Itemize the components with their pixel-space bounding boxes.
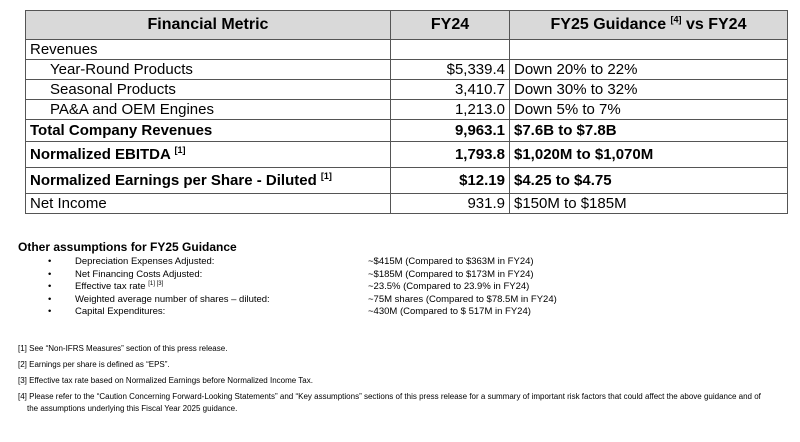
table-row — [26, 120, 788, 142]
assumption-label: Depreciation Expenses Adjusted: — [75, 256, 215, 267]
guidance-cell: Down 30% to 32% — [510, 80, 788, 100]
bullet-icon: • — [48, 281, 52, 292]
footnote: [2] Earnings per share is defined as “EPS”. — [18, 360, 170, 369]
table-row — [26, 100, 788, 120]
assumption-value: ~$185M (Compared to $173M in FY24) — [368, 268, 534, 280]
assumption-label: Net Financing Costs Adjusted: — [75, 268, 203, 280]
assumption-item — [18, 256, 788, 269]
financial-guidance-table — [25, 10, 788, 214]
assumption-item — [18, 281, 788, 294]
assumptions-section — [18, 240, 788, 319]
guidance-cell: Down 5% to 7% — [510, 100, 788, 120]
metric-text: Normalized EBITDA — [30, 146, 175, 163]
bullet-icon: • — [48, 306, 52, 317]
bullet-icon: • — [48, 268, 52, 280]
metric-cell — [26, 168, 391, 194]
footnote: [1] See “Non-IFRS Measures” section of this press release. — [18, 344, 228, 353]
guidance-cell — [510, 40, 788, 60]
guidance-cell: $1,020M to $1,070M — [510, 142, 788, 168]
footnotes-section — [18, 343, 788, 419]
assumption-label-text: Effective tax rate — [75, 281, 149, 292]
metric-cell: PA&A and OEM Engines — [26, 100, 391, 120]
header-guidance-ref: [4] — [670, 14, 682, 25]
guidance-cell: $150M to $185M — [510, 194, 788, 214]
footnote-ref: [1] — [174, 145, 186, 155]
bullet-icon: • — [48, 256, 52, 267]
bullet-icon: • — [48, 293, 52, 305]
fy24-cell: 1,213.0 — [391, 100, 510, 120]
fy24-cell: 9,963.1 — [391, 120, 510, 142]
table-row — [26, 142, 788, 168]
fy24-cell: $12.19 — [391, 168, 510, 194]
table-row — [26, 60, 788, 80]
table-row — [26, 80, 788, 100]
header-fy24: FY24 — [391, 11, 510, 40]
metric-cell: Total Company Revenues — [26, 120, 391, 142]
assumption-value: ~75M shares (Compared to $78.5M in FY24) — [368, 293, 557, 305]
assumption-item — [18, 306, 788, 319]
fy24-cell: $5,339.4 — [391, 60, 510, 80]
guidance-cell: $7.6B to $7.8B — [510, 120, 788, 142]
metric-cell: Seasonal Products — [26, 80, 391, 100]
table-header-row — [26, 11, 788, 40]
assumption-item — [18, 269, 788, 282]
fy24-cell: 931.9 — [391, 194, 510, 214]
header-guidance-text: FY25 Guidance — [550, 16, 667, 33]
assumption-value: ~$415M (Compared to $363M in FY24) — [368, 256, 534, 267]
assumption-label: Weighted average number of shares – diluted: — [75, 293, 270, 305]
guidance-cell: Down 20% to 22% — [510, 60, 788, 80]
header-fy25-guidance — [510, 11, 788, 40]
fy24-cell: 3,410.7 — [391, 80, 510, 100]
guidance-cell: $4.25 to $4.75 — [510, 168, 788, 194]
header-financial-metric: Financial Metric — [26, 11, 391, 40]
table-row — [26, 168, 788, 194]
assumption-item — [18, 294, 788, 307]
footnote: [3] Effective tax rate based on Normalized Earnings before Normalized Income Tax. — [18, 376, 313, 385]
metric-cell: Net Income — [26, 194, 391, 214]
metric-cell: Revenues — [26, 40, 391, 60]
fy24-cell: 1,793.8 — [391, 142, 510, 168]
assumption-label: Capital Expenditures: — [75, 306, 166, 317]
footnote-ref: [1] [3] — [148, 280, 164, 287]
footnote-ref: [1] — [320, 171, 332, 181]
assumptions-heading: Other assumptions for FY25 Guidance — [18, 240, 237, 254]
fy24-cell — [391, 40, 510, 60]
footnote: [4] Please refer to the “Caution Concerning Forward-Looking Statements” and “Key assumptions” sections of this press release for a summary of important risk factors that could affect the above guidance and of — [18, 392, 761, 401]
assumption-value: ~23.5% (Compared to 23.9% in FY24) — [368, 281, 530, 292]
metric-text: Normalized Earnings per Share - Diluted — [30, 172, 321, 189]
header-guidance-suffix: vs FY24 — [681, 16, 747, 33]
assumption-label — [75, 281, 163, 294]
metric-cell — [26, 142, 391, 168]
metric-cell: Year-Round Products — [26, 60, 391, 80]
table-row — [26, 40, 788, 60]
assumption-value: ~430M (Compared to $ 517M in FY24) — [368, 306, 531, 317]
footnote-continuation: the assumptions underlying this Fiscal Year 2025 guidance. — [27, 404, 238, 413]
table-row — [26, 194, 788, 214]
